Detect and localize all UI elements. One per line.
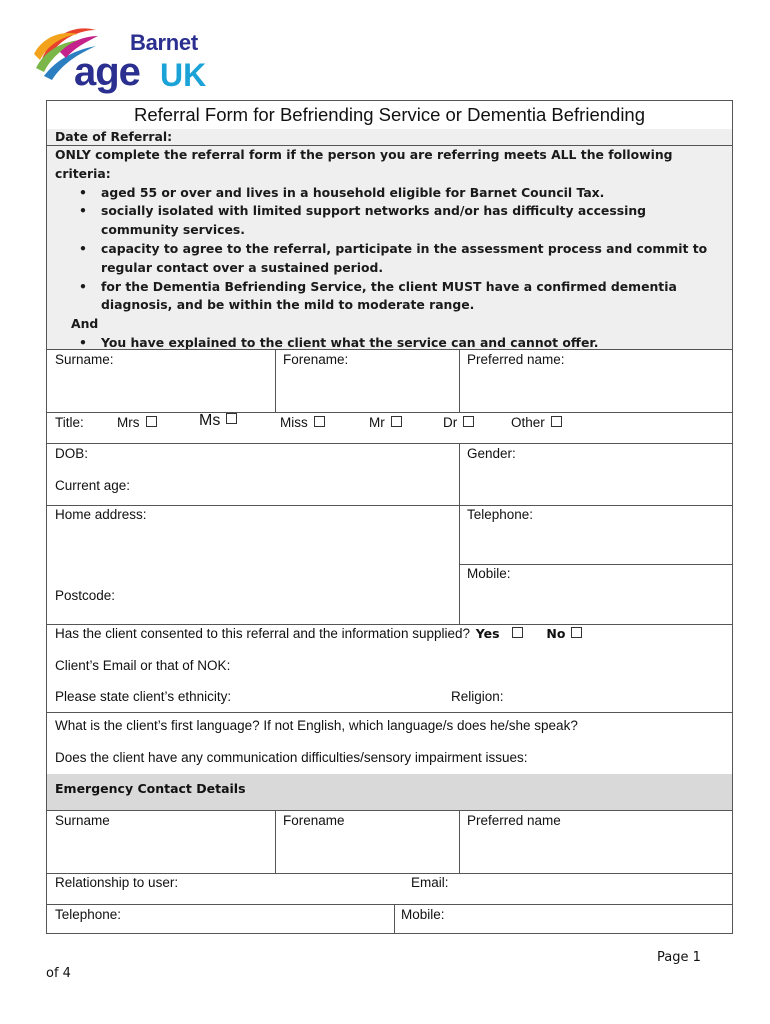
- title-option-ms[interactable]: Ms: [199, 413, 237, 429]
- page-number: Page 1: [657, 950, 701, 965]
- page-total: of 4: [46, 966, 71, 981]
- communication-question: Does the client have any communication difficulties/sensory impairment issues:: [55, 750, 528, 765]
- religion-label: Religion:: [451, 689, 504, 704]
- ec-relationship-label: Relationship to user:: [55, 875, 179, 890]
- criterion-text: aged 55 or over and lives in a household eligible for Barnet Council Tax.: [101, 184, 605, 200]
- title-option-other[interactable]: Other: [511, 415, 562, 431]
- ec-forename-label: Forename: [283, 813, 345, 828]
- criterion-text: capacity to agree to the referral, participate in the assessment process and commit to regular contact over a sustained period.: [101, 240, 708, 275]
- mobile-label: Mobile:: [467, 566, 511, 581]
- ethnicity-label: Please state client’s ethnicity:: [55, 689, 232, 704]
- surname-label: Surname:: [55, 352, 114, 367]
- age-uk-barnet-logo: [30, 18, 220, 98]
- home-address-label: Home address:: [55, 507, 147, 522]
- title-option-miss[interactable]: Miss: [280, 415, 325, 431]
- checkbox[interactable]: [512, 627, 523, 638]
- criteria-intro: ONLY complete the referral form if the person you are referring meets ALL the following criteria:: [47, 145, 732, 184]
- list-item: • capacity to agree to the referral, participate in the assessment process and commit to regular contact over a sustained period.: [79, 240, 708, 275]
- checkbox[interactable]: [463, 416, 474, 427]
- emergency-contact-heading: Emergency Contact Details: [47, 774, 732, 810]
- checkbox[interactable]: [571, 627, 582, 638]
- first-language-question: What is the client’s first language? If not English, which language/s does he/she speak?: [55, 718, 578, 733]
- gender-label: Gender:: [467, 446, 516, 461]
- consent-question: Has the client consented to this referral and the information supplied? Yes No: [55, 626, 582, 642]
- list-item: • for the Dementia Befriending Service, the client MUST have a confirmed dementia diagnosis, and be within the mild to moderate range.: [79, 278, 677, 313]
- checkbox[interactable]: [551, 416, 562, 427]
- preferred-name-label: Preferred name:: [467, 352, 565, 367]
- ec-email-label: Email:: [411, 875, 449, 890]
- date-of-referral-label: Date of Referral:: [55, 129, 173, 144]
- criterion-text: for the Dementia Befriending Service, the client MUST have a confirmed dementia diagnosis, and be within the mild to moderate range.: [101, 278, 677, 313]
- final-criterion: You have explained to the client what the service can and cannot offer.: [101, 334, 599, 350]
- title-option-mrs[interactable]: Mrs: [117, 415, 157, 431]
- checkbox[interactable]: [391, 416, 402, 427]
- checkbox[interactable]: [314, 416, 325, 427]
- ec-preferred-name-label: Preferred name: [467, 813, 561, 828]
- form-title: Referral Form for Befriending Service or Dementia Befriending: [133, 104, 646, 125]
- consent-no-option[interactable]: No: [546, 626, 582, 641]
- list-item: • aged 55 or over and lives in a household eligible for Barnet Council Tax.: [79, 184, 605, 200]
- list-item: • socially isolated with limited support networks and/or has difficulty accessing community services.: [79, 203, 647, 238]
- title-label: Title:: [55, 415, 84, 430]
- ec-mobile-label: Mobile:: [401, 907, 445, 922]
- title-option-mr[interactable]: Mr: [369, 415, 402, 431]
- logo-brand-text: Barnet: [130, 30, 198, 55]
- forename-label: Forename:: [283, 352, 349, 367]
- checkbox[interactable]: [146, 416, 157, 427]
- current-age-label: Current age:: [55, 478, 131, 493]
- ec-surname-label: Surname: [55, 813, 110, 828]
- criteria-list: [55, 184, 727, 316]
- postcode-label: Postcode:: [55, 588, 116, 603]
- dob-label: DOB:: [55, 446, 89, 461]
- consent-yes-option[interactable]: Yes: [476, 626, 523, 641]
- client-email-label: Client’s Email or that of NOK:: [55, 658, 231, 673]
- and-label: And: [71, 316, 99, 332]
- referral-form: [46, 100, 733, 934]
- ec-telephone-label: Telephone:: [55, 907, 122, 922]
- list-item: • You have explained to the client what the service can and cannot offer.: [79, 334, 599, 350]
- logo-age-text: age: [74, 50, 140, 94]
- telephone-label: Telephone:: [467, 507, 534, 522]
- checkbox[interactable]: [226, 413, 237, 424]
- title-option-dr[interactable]: Dr: [443, 415, 474, 431]
- criteria-section: [47, 129, 732, 349]
- criterion-text: socially isolated with limited support networks and/or has difficulty accessing community services.: [101, 203, 647, 238]
- logo-uk-text: UK: [160, 57, 207, 93]
